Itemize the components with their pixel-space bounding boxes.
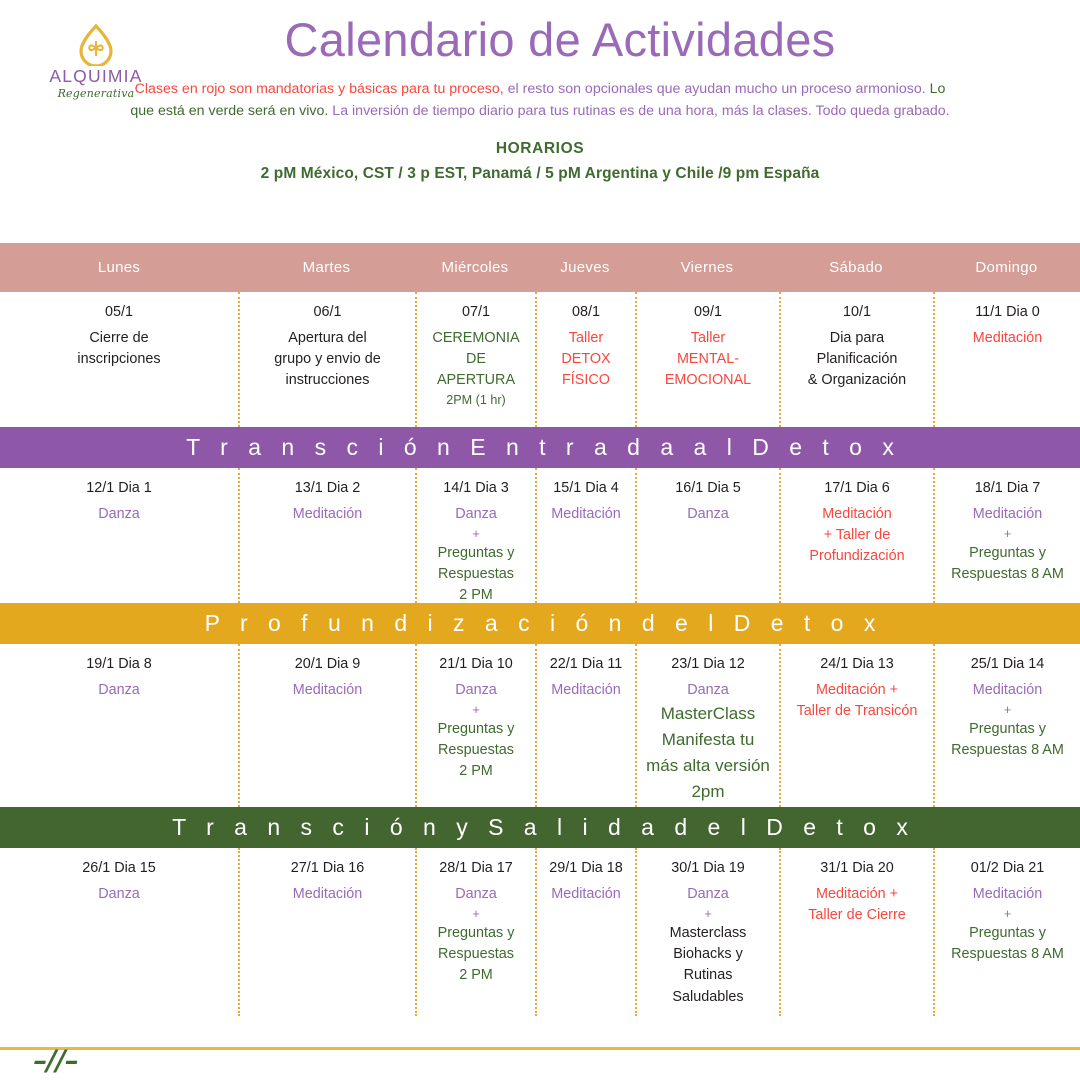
activity-line: Preguntas y [969, 545, 1046, 562]
activity-line: Preguntas y [969, 925, 1046, 942]
activity-line: Danza [687, 886, 729, 902]
page-title: Calendario de Actividades [284, 13, 836, 66]
activity-line: Planificación [816, 351, 898, 368]
calendar-day-cell[interactable] [635, 468, 779, 603]
cell-date: 15/1 Dia 4 [553, 480, 619, 496]
calendar-day-cell[interactable] [779, 468, 933, 603]
cell-activities [643, 504, 773, 525]
calendar-week-row [0, 292, 1080, 427]
cell-date: 28/1 Dia 17 [439, 860, 513, 876]
activity-line: Respuestas [438, 742, 514, 759]
calendar-day-cell[interactable] [238, 644, 415, 807]
cell-date: 31/1 Dia 20 [820, 860, 894, 876]
activity-line: Cierre de [89, 330, 149, 346]
activity-line: 2 PM [459, 763, 493, 780]
cell-activities [6, 328, 232, 370]
cell-date: 16/1 Dia 5 [675, 480, 741, 496]
activity-line: Saludables [672, 988, 744, 1005]
activity-line: Meditación [292, 506, 363, 522]
activity-calendar [0, 243, 1080, 1016]
activity-line: Preguntas y [969, 721, 1046, 738]
intro-purple-text-1: el resto son opcionales que ayudan mucho un proceso armonioso. [503, 80, 930, 97]
schedule-heading: HORARIOS [495, 139, 585, 157]
activity-line: Preguntas y [437, 545, 515, 562]
activity-line: Respuestas 8 AM [951, 946, 1064, 963]
cell-activities [6, 680, 232, 701]
activity-line: Preguntas y [437, 925, 515, 942]
cell-date: 30/1 Dia 19 [671, 860, 745, 876]
activity-line: Taller de Transicón [796, 703, 918, 720]
activity-line: Meditación [972, 886, 1043, 902]
cell-date: 19/1 Dia 8 [86, 656, 152, 672]
calendar-week-row [0, 644, 1080, 807]
activity-line: Respuestas [438, 566, 514, 583]
activity-line: Respuestas 8 AM [951, 742, 1064, 759]
activity-line: + [472, 703, 480, 718]
calendar-day-cell[interactable] [0, 848, 238, 1016]
cell-activities [423, 680, 529, 783]
activity-line: Meditación [822, 506, 892, 522]
intro-purple-text-2: La inversión de tiempo diario para tus rutinas es de una hora, más la clases. Todo queda grabado. [328, 103, 950, 120]
footer-divider [0, 1047, 1080, 1050]
cell-activities [6, 504, 232, 525]
activity-line: Meditación [551, 682, 621, 698]
calendar-day-cell[interactable] [635, 848, 779, 1016]
activity-line: + [1003, 527, 1012, 542]
cell-activities [423, 504, 529, 607]
activity-line: Danza [98, 682, 140, 698]
cell-activities [543, 328, 629, 391]
cell-activities [543, 884, 629, 905]
brand-name: ALQUIMIA [49, 66, 143, 86]
calendar-day-cell[interactable] [933, 292, 1080, 427]
activity-line: Biohacks y [673, 946, 743, 963]
calendar-day-cell[interactable] [0, 644, 238, 807]
intro-red-text: Clases en rojo son mandatorias y básicas para tu proceso, [134, 80, 504, 97]
calendar-day-cell[interactable] [535, 292, 635, 427]
section-banner-salida: T r a n s c i ó n y S a l i d a d e l D e t o x [0, 807, 1080, 848]
activity-line: Taller [690, 330, 726, 346]
activity-line: Danza [455, 506, 497, 522]
activity-line: MENTAL- [676, 351, 740, 368]
cell-activities [423, 328, 529, 409]
activity-line: Meditación [972, 330, 1043, 346]
activity-line: 2pm [691, 781, 725, 801]
page-header [0, 0, 1080, 243]
activity-line: CEREMONIA DE [432, 330, 520, 368]
cell-activities [246, 884, 409, 905]
cell-activities [246, 328, 409, 391]
cell-activities [543, 680, 629, 701]
activity-line: EMOCIONAL [664, 372, 752, 389]
cell-date: 20/1 Dia 9 [294, 656, 361, 672]
water-drop-infinity-icon [77, 24, 115, 66]
schedule-times: 2 pM México, CST / 3 p EST, Panamá / 5 pM Argentina y Chile /9 pm España [260, 164, 820, 182]
cell-date: 27/1 Dia 16 [290, 860, 365, 876]
day-header-viernes: Viernes [680, 259, 734, 276]
cell-date: 08/1 [571, 304, 600, 320]
calendar-body [0, 292, 1080, 1016]
day-header-jueves: Jueves [560, 259, 610, 276]
activity-line: Danza [98, 506, 140, 522]
activity-line: & Organización [807, 372, 907, 389]
cell-date: 18/1 Dia 7 [974, 480, 1041, 496]
cell-activities [6, 884, 232, 905]
calendar-day-cell[interactable] [0, 292, 238, 427]
cell-date: 21/1 Dia 10 [439, 656, 513, 672]
calendar-day-cell[interactable] [415, 468, 535, 603]
day-header-row [0, 243, 1080, 292]
cell-date: 01/2 Dia 21 [970, 860, 1045, 876]
cell-date: 17/1 Dia 6 [824, 480, 890, 496]
cell-date: 05/1 [104, 304, 133, 320]
activity-line: + [1003, 907, 1012, 922]
activity-line: Manifesta tu [661, 729, 755, 749]
activity-line: Danza [455, 682, 497, 698]
cell-activities [787, 328, 927, 391]
activity-line: instrucciones [285, 372, 370, 389]
calendar-day-cell[interactable] [415, 848, 535, 1016]
activity-line: 2PM (1 hr) [446, 393, 506, 408]
calendar-day-cell[interactable] [779, 848, 933, 1016]
activity-line: Respuestas 8 AM [951, 566, 1064, 583]
day-header-martes: Martes [302, 259, 351, 276]
calendar-day-cell[interactable] [238, 292, 415, 427]
activity-line: Meditación [972, 682, 1043, 698]
activity-line: grupo y envio de [274, 351, 381, 368]
cell-activities [787, 680, 927, 722]
calendar-day-cell[interactable] [415, 644, 535, 807]
activity-line: Preguntas y [437, 721, 515, 738]
cell-activities [643, 328, 773, 391]
calendar-week-row [0, 848, 1080, 1016]
activity-line: 2 PM [459, 967, 493, 984]
cell-date: 11/1 Dia 0 [975, 304, 1040, 320]
cell-activities [246, 680, 409, 701]
activity-line: + [1003, 703, 1012, 718]
brand-logo [48, 24, 144, 100]
activity-line: Meditación + [816, 682, 898, 698]
cell-activities [246, 504, 409, 525]
activity-line: Danza [455, 886, 497, 902]
activity-line: Apertura del [288, 330, 367, 346]
cell-activities [941, 884, 1074, 965]
activity-line: MasterClass [660, 704, 756, 724]
calendar-day-cell[interactable] [933, 644, 1080, 807]
brand-tagline: Regenerativa [57, 86, 135, 100]
cell-date: 10/1 [842, 304, 871, 320]
cell-activities [543, 504, 629, 525]
activity-line: APERTURA [436, 372, 516, 389]
activity-line: Dia para [829, 330, 885, 346]
cell-date: 23/1 Dia 12 [671, 656, 745, 672]
activity-line: + [704, 907, 712, 922]
calendar-week-row [0, 468, 1080, 603]
schedule-block [0, 140, 1080, 183]
activity-line: + [472, 527, 480, 542]
cell-activities [643, 884, 773, 1008]
activity-line: Respuestas [438, 946, 514, 963]
cell-activities [787, 884, 927, 926]
intro-paragraph [125, 78, 955, 123]
day-header-sábado: Sábado [829, 259, 883, 276]
activity-line: Danza [687, 506, 729, 522]
activity-line: + [472, 907, 480, 922]
activity-line: más alta versión [646, 755, 770, 775]
day-header-lunes: Lunes [97, 259, 141, 276]
activity-line: Danza [687, 682, 729, 698]
activity-line: Meditación [972, 506, 1043, 522]
footer-ornament: –//– [33, 1044, 78, 1077]
calendar-day-cell[interactable] [415, 292, 535, 427]
day-header-domingo: Domingo [975, 259, 1038, 276]
calendar-day-cell[interactable] [933, 468, 1080, 603]
cell-activities [941, 504, 1074, 585]
cell-date: 26/1 Dia 15 [82, 860, 156, 876]
activity-line: Meditación [551, 506, 621, 522]
calendar-day-cell[interactable] [0, 468, 238, 603]
calendar-day-cell[interactable] [535, 468, 635, 603]
calendar-day-cell[interactable] [238, 468, 415, 603]
activity-line: inscripciones [77, 351, 161, 368]
activity-line: Taller de Cierre [808, 907, 906, 924]
cell-activities [643, 680, 773, 804]
page-footer [0, 1028, 1080, 1080]
activity-line: DETOX FÍSICO [561, 351, 611, 389]
activity-line: Taller [568, 330, 604, 346]
activity-line: Meditación [292, 886, 363, 902]
section-banner-profundizacion: P r o f u n d i z a c i ó n d e l D e t o x [0, 603, 1080, 644]
cell-activities [941, 328, 1074, 349]
calendar-day-cell[interactable] [635, 292, 779, 427]
cell-activities [787, 504, 927, 567]
activity-line: Meditación + [816, 886, 898, 902]
calendar-day-cell[interactable] [779, 292, 933, 427]
calendar-day-cell[interactable] [779, 644, 933, 807]
section-banner-entrada: T r a n s c i ó n E n t r a d a a l D e t o x [0, 427, 1080, 468]
cell-date: 14/1 Dia 3 [443, 480, 509, 496]
cell-date: 13/1 Dia 2 [294, 480, 361, 496]
calendar-day-cell[interactable] [238, 848, 415, 1016]
cell-date: 09/1 [693, 304, 722, 320]
activity-line: Masterclass [669, 925, 747, 942]
cell-date: 06/1 [313, 304, 342, 320]
activity-line: Danza [98, 886, 140, 902]
cell-date: 22/1 Dia 11 [549, 656, 623, 672]
activity-line: Profundización [809, 548, 905, 565]
cell-date: 29/1 Dia 18 [549, 860, 623, 876]
calendar-day-cell[interactable] [535, 848, 635, 1016]
cell-date: 12/1 Dia 1 [86, 480, 152, 496]
cell-activities [941, 680, 1074, 761]
intro-green-text: Lo que está en verde será en vivo. [130, 80, 946, 120]
cell-activities [423, 884, 529, 987]
activity-line: + Taller de [823, 527, 891, 544]
activity-line: 2 PM [459, 587, 493, 604]
activity-line: Rutinas [683, 967, 733, 984]
cell-date: 25/1 Dia 14 [970, 656, 1045, 672]
activity-line: Meditación [551, 886, 621, 902]
calendar-day-cell[interactable] [535, 644, 635, 807]
cell-date: 24/1 Dia 13 [820, 656, 894, 672]
day-header-miércoles: Miércoles [441, 259, 509, 276]
calendar-day-cell[interactable] [933, 848, 1080, 1016]
activity-line: Meditación [292, 682, 363, 698]
cell-date: 07/1 [461, 304, 490, 320]
calendar-day-cell[interactable] [635, 644, 779, 807]
